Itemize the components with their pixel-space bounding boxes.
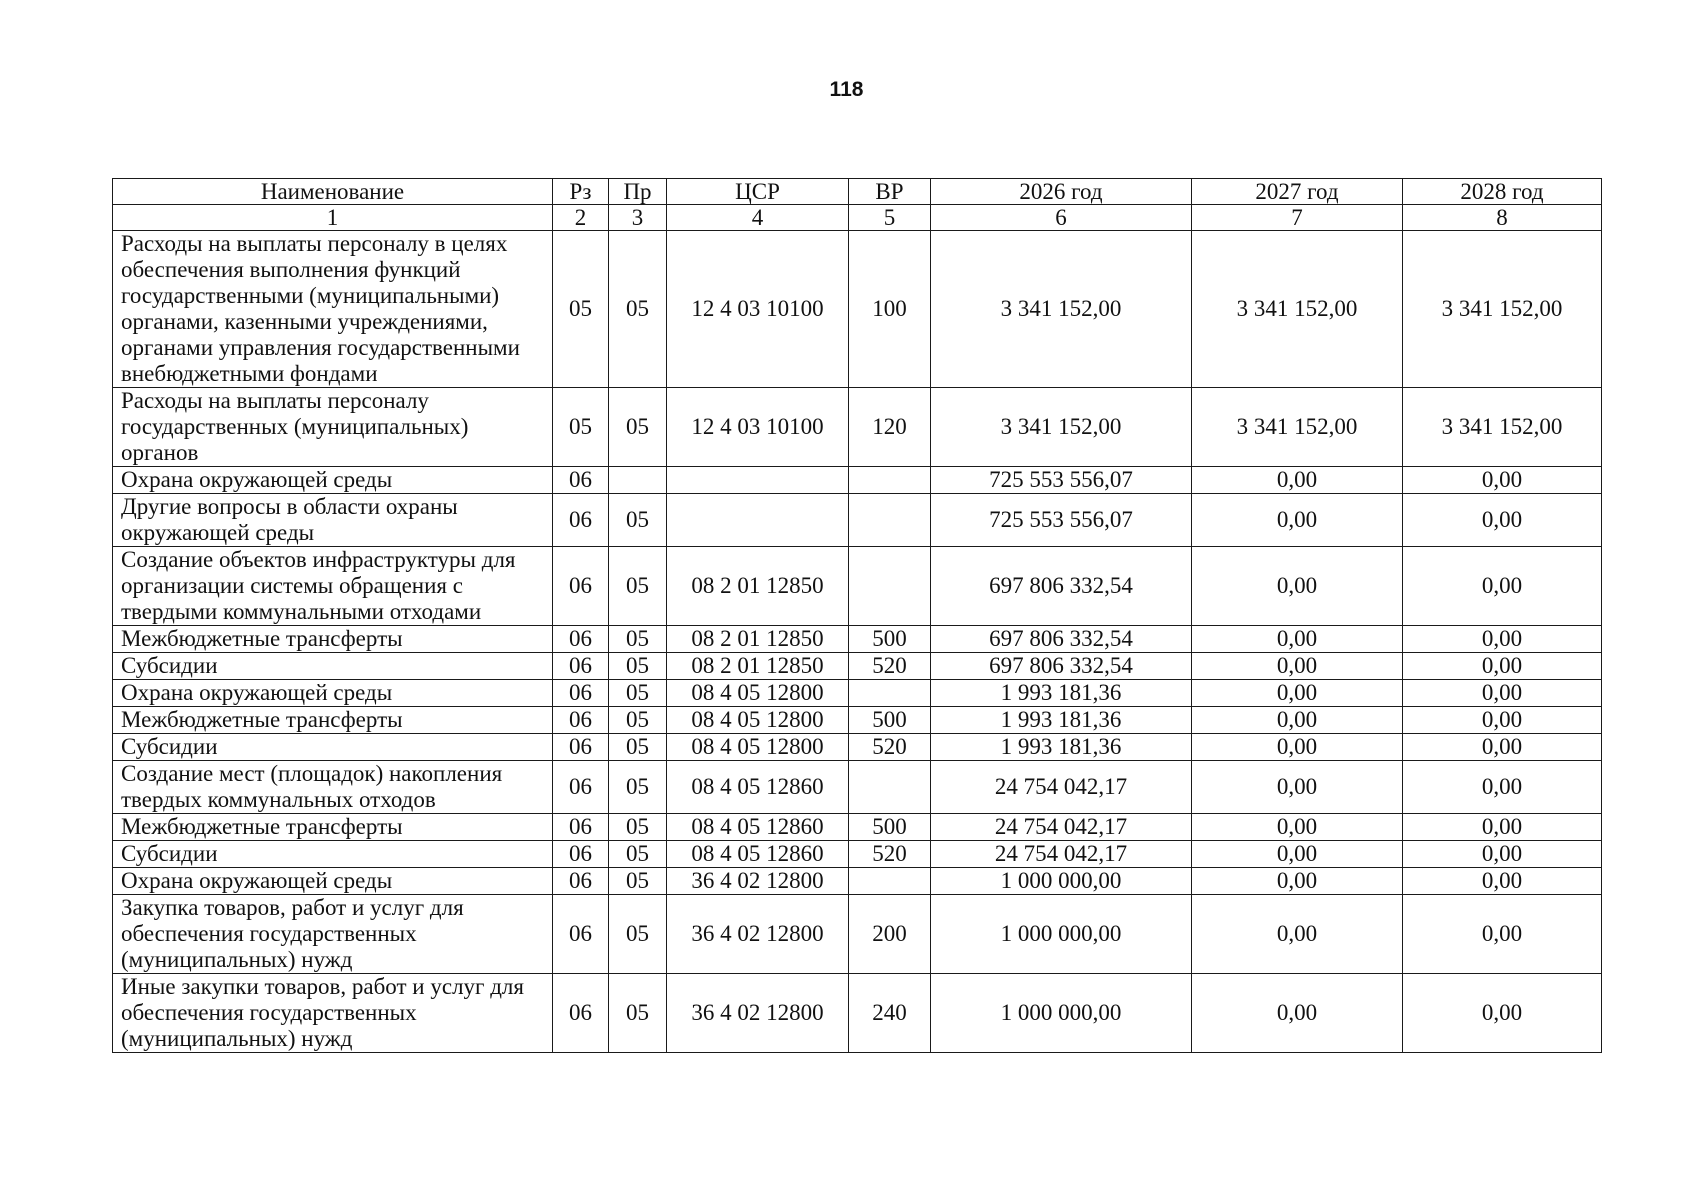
vr-cell: 500 — [849, 814, 931, 841]
csr-cell: 12 4 03 10100 — [667, 231, 849, 388]
amount-2028-cell: 3 341 152,00 — [1403, 388, 1602, 467]
column-header: ВР — [849, 179, 931, 205]
amount-2028-cell: 0,00 — [1403, 734, 1602, 761]
pr-cell: 05 — [609, 680, 667, 707]
rz-cell: 05 — [553, 231, 609, 388]
pr-cell: 05 — [609, 653, 667, 680]
vr-cell: 520 — [849, 653, 931, 680]
table-row — [113, 974, 1602, 1053]
row-name: Создание мест (площадок) накопления твердых коммунальных отходов — [113, 761, 553, 814]
column-header: Рз — [553, 179, 609, 205]
table-row — [113, 734, 1602, 761]
column-index: 1 — [113, 205, 553, 231]
amount-2026-cell: 24 754 042,17 — [931, 814, 1192, 841]
rz-cell: 06 — [553, 626, 609, 653]
amount-2026-cell: 697 806 332,54 — [931, 626, 1192, 653]
amount-2026-cell: 24 754 042,17 — [931, 841, 1192, 868]
table-row — [113, 653, 1602, 680]
column-header: 2028 год — [1403, 179, 1602, 205]
amount-2028-cell: 0,00 — [1403, 841, 1602, 868]
amount-2028-cell: 0,00 — [1403, 814, 1602, 841]
table-row — [113, 761, 1602, 814]
row-name: Субсидии — [113, 734, 553, 761]
pr-cell: 05 — [609, 734, 667, 761]
amount-2026-cell: 1 993 181,36 — [931, 680, 1192, 707]
csr-cell: 08 2 01 12850 — [667, 626, 849, 653]
csr-cell: 08 4 05 12860 — [667, 761, 849, 814]
table-body — [113, 231, 1602, 1053]
rz-cell: 06 — [553, 547, 609, 626]
row-name: Охрана окружающей среды — [113, 868, 553, 895]
csr-cell: 08 4 05 12800 — [667, 707, 849, 734]
rz-cell: 06 — [553, 895, 609, 974]
amount-2027-cell: 0,00 — [1192, 707, 1403, 734]
budget-table — [112, 178, 1602, 1053]
vr-cell — [849, 547, 931, 626]
vr-cell: 120 — [849, 388, 931, 467]
amount-2027-cell: 0,00 — [1192, 680, 1403, 707]
table-row — [113, 494, 1602, 547]
amount-2026-cell: 24 754 042,17 — [931, 761, 1192, 814]
table-row — [113, 895, 1602, 974]
vr-cell: 520 — [849, 841, 931, 868]
table-row — [113, 868, 1602, 895]
amount-2028-cell: 3 341 152,00 — [1403, 231, 1602, 388]
amount-2027-cell: 0,00 — [1192, 814, 1403, 841]
column-index: 4 — [667, 205, 849, 231]
amount-2027-cell: 0,00 — [1192, 734, 1403, 761]
row-name: Другие вопросы в области охраны окружающей среды — [113, 494, 553, 547]
pr-cell: 05 — [609, 388, 667, 467]
amount-2028-cell: 0,00 — [1403, 895, 1602, 974]
pr-cell: 05 — [609, 547, 667, 626]
rz-cell: 06 — [553, 841, 609, 868]
csr-cell: 36 4 02 12800 — [667, 974, 849, 1053]
table-row — [113, 547, 1602, 626]
amount-2027-cell: 3 341 152,00 — [1192, 388, 1403, 467]
amount-2027-cell: 0,00 — [1192, 895, 1403, 974]
amount-2026-cell: 697 806 332,54 — [931, 547, 1192, 626]
csr-cell: 08 2 01 12850 — [667, 547, 849, 626]
csr-cell: 08 4 05 12800 — [667, 680, 849, 707]
amount-2028-cell: 0,00 — [1403, 653, 1602, 680]
rz-cell: 06 — [553, 814, 609, 841]
row-name: Закупка товаров, работ и услуг для обеспечения государственных (муниципальных) нужд — [113, 895, 553, 974]
csr-cell: 08 4 05 12800 — [667, 734, 849, 761]
vr-cell: 200 — [849, 895, 931, 974]
amount-2028-cell: 0,00 — [1403, 974, 1602, 1053]
amount-2027-cell: 0,00 — [1192, 547, 1403, 626]
table-row — [113, 467, 1602, 494]
amount-2026-cell: 697 806 332,54 — [931, 653, 1192, 680]
csr-cell: 36 4 02 12800 — [667, 868, 849, 895]
header-row — [113, 179, 1602, 205]
table-row — [113, 680, 1602, 707]
vr-cell: 100 — [849, 231, 931, 388]
column-header: Наименование — [113, 179, 553, 205]
rz-cell: 06 — [553, 734, 609, 761]
table-row — [113, 707, 1602, 734]
vr-cell: 500 — [849, 626, 931, 653]
column-header: ЦСР — [667, 179, 849, 205]
pr-cell: 05 — [609, 761, 667, 814]
csr-cell: 08 4 05 12860 — [667, 841, 849, 868]
amount-2027-cell: 0,00 — [1192, 761, 1403, 814]
rz-cell: 06 — [553, 974, 609, 1053]
pr-cell: 05 — [609, 231, 667, 388]
rz-cell: 06 — [553, 707, 609, 734]
amount-2026-cell: 1 993 181,36 — [931, 734, 1192, 761]
row-name: Создание объектов инфраструктуры для организации системы обращения с твердыми коммунальными отходами — [113, 547, 553, 626]
rz-cell: 05 — [553, 388, 609, 467]
column-index: 2 — [553, 205, 609, 231]
csr-cell: 12 4 03 10100 — [667, 388, 849, 467]
row-name: Охрана окружающей среды — [113, 680, 553, 707]
amount-2028-cell: 0,00 — [1403, 494, 1602, 547]
amount-2027-cell: 0,00 — [1192, 868, 1403, 895]
rz-cell: 06 — [553, 494, 609, 547]
vr-cell — [849, 467, 931, 494]
pr-cell: 05 — [609, 494, 667, 547]
column-header: 2026 год — [931, 179, 1192, 205]
column-index: 7 — [1192, 205, 1403, 231]
amount-2027-cell: 0,00 — [1192, 494, 1403, 547]
amount-2028-cell: 0,00 — [1403, 707, 1602, 734]
vr-cell: 520 — [849, 734, 931, 761]
table-row — [113, 841, 1602, 868]
rz-cell: 06 — [553, 653, 609, 680]
rz-cell: 06 — [553, 467, 609, 494]
amount-2026-cell: 3 341 152,00 — [931, 231, 1192, 388]
vr-cell — [849, 761, 931, 814]
amount-2026-cell: 1 993 181,36 — [931, 707, 1192, 734]
column-index-row — [113, 205, 1602, 231]
column-index: 6 — [931, 205, 1192, 231]
vr-cell: 500 — [849, 707, 931, 734]
column-index: 5 — [849, 205, 931, 231]
page-number: 118 — [829, 78, 864, 101]
pr-cell: 05 — [609, 814, 667, 841]
row-name: Расходы на выплаты персоналу государственных (муниципальных) органов — [113, 388, 553, 467]
column-header: Пр — [609, 179, 667, 205]
amount-2026-cell: 725 553 556,07 — [931, 467, 1192, 494]
table-row — [113, 626, 1602, 653]
pr-cell: 05 — [609, 974, 667, 1053]
rz-cell: 06 — [553, 868, 609, 895]
pr-cell: 05 — [609, 868, 667, 895]
amount-2026-cell: 1 000 000,00 — [931, 895, 1192, 974]
pr-cell: 05 — [609, 626, 667, 653]
amount-2026-cell: 1 000 000,00 — [931, 974, 1192, 1053]
table-row — [113, 388, 1602, 467]
table-row — [113, 814, 1602, 841]
amount-2026-cell: 725 553 556,07 — [931, 494, 1192, 547]
row-name: Межбюджетные трансферты — [113, 814, 553, 841]
amount-2027-cell: 0,00 — [1192, 841, 1403, 868]
amount-2028-cell: 0,00 — [1403, 680, 1602, 707]
column-index: 3 — [609, 205, 667, 231]
amount-2028-cell: 0,00 — [1403, 761, 1602, 814]
amount-2026-cell: 3 341 152,00 — [931, 388, 1192, 467]
pr-cell: 05 — [609, 895, 667, 974]
column-header: 2027 год — [1192, 179, 1403, 205]
csr-cell — [667, 467, 849, 494]
vr-cell: 240 — [849, 974, 931, 1053]
amount-2028-cell: 0,00 — [1403, 868, 1602, 895]
csr-cell: 36 4 02 12800 — [667, 895, 849, 974]
rz-cell: 06 — [553, 680, 609, 707]
amount-2026-cell: 1 000 000,00 — [931, 868, 1192, 895]
amount-2027-cell: 0,00 — [1192, 974, 1403, 1053]
row-name: Межбюджетные трансферты — [113, 626, 553, 653]
amount-2027-cell: 0,00 — [1192, 626, 1403, 653]
pr-cell — [609, 467, 667, 494]
csr-cell: 08 2 01 12850 — [667, 653, 849, 680]
rz-cell: 06 — [553, 761, 609, 814]
amount-2028-cell: 0,00 — [1403, 626, 1602, 653]
pr-cell: 05 — [609, 841, 667, 868]
row-name: Субсидии — [113, 653, 553, 680]
csr-cell: 08 4 05 12860 — [667, 814, 849, 841]
row-name: Субсидии — [113, 841, 553, 868]
amount-2027-cell: 3 341 152,00 — [1192, 231, 1403, 388]
column-index: 8 — [1403, 205, 1602, 231]
pr-cell: 05 — [609, 707, 667, 734]
row-name: Иные закупки товаров, работ и услуг для обеспечения государственных (муниципальных) нужд — [113, 974, 553, 1053]
row-name: Межбюджетные трансферты — [113, 707, 553, 734]
vr-cell — [849, 680, 931, 707]
vr-cell — [849, 494, 931, 547]
table-row — [113, 231, 1602, 388]
row-name: Расходы на выплаты персоналу в целях обеспечения выполнения функций государственными (муниципальными) органами, казенными учреждениями, органами управления государственными внебюджетными фондами — [113, 231, 553, 388]
amount-2027-cell: 0,00 — [1192, 653, 1403, 680]
row-name: Охрана окружающей среды — [113, 467, 553, 494]
csr-cell — [667, 494, 849, 547]
vr-cell — [849, 868, 931, 895]
amount-2028-cell: 0,00 — [1403, 467, 1602, 494]
amount-2028-cell: 0,00 — [1403, 547, 1602, 626]
amount-2027-cell: 0,00 — [1192, 467, 1403, 494]
